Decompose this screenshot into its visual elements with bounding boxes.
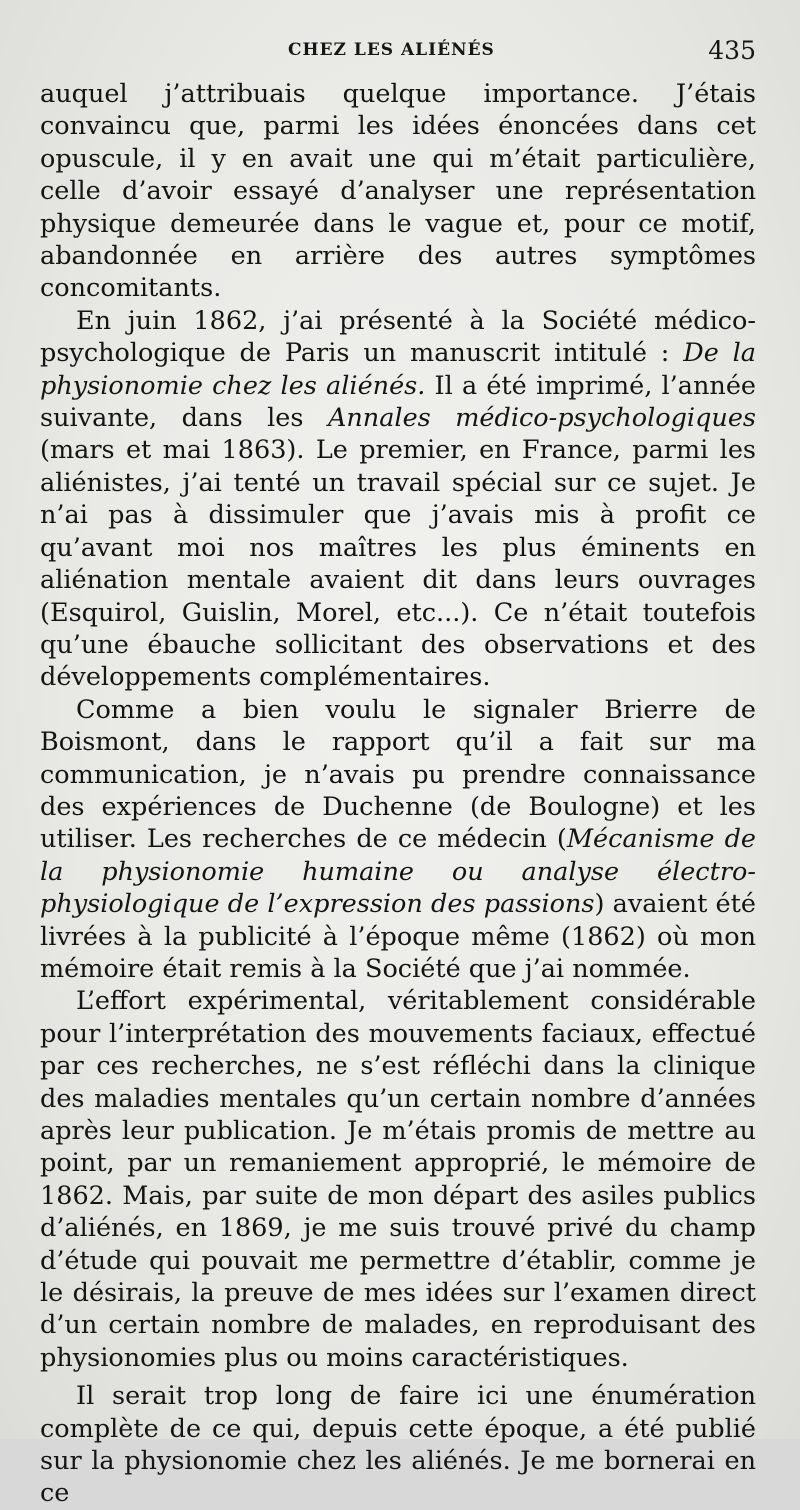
paragraph-text: En juin 1862, j’ai présenté à la Société médico-psychologique de Paris un manuscrit intitulé : bbox=[40, 305, 756, 369]
paragraph-text: ) avaient été livrées à la publicité à l’époque même (1862) où mon mémoire était remis à la Société que j’ai nommée. bbox=[40, 889, 756, 984]
page-header bbox=[40, 36, 756, 76]
paragraph-4 bbox=[40, 985, 756, 1374]
paragraph-1 bbox=[40, 78, 756, 305]
paragraph-text: Il serait trop long de faire ici une énumération complète de ce qui, depuis cette époque, a été publié sur la physionomie chez les aliénés. Je me bornerai en ce bbox=[40, 1381, 756, 1509]
journal-title: Annales médico-psychologiques bbox=[327, 403, 757, 434]
paragraph-2 bbox=[40, 305, 756, 694]
paragraph-text: (mars et mai 1863). Le premier, en France, parmi les aliénistes, j’ai tenté un travail spécial sur ce sujet. Je n’ai pas à dissimuler que j’avais mis à profit ce qu’avant moi nos maîtres les plus éminents en aliénation mentale avaient dit dans leurs ouvrages (Esquirol, Guislin, Morel, etc...). Ce n’était toutefois qu’une ébauche sollicitant des observations et des développements complémentaires. bbox=[40, 435, 756, 693]
paragraph-text: Il a été imprimé, l’année suivante, dans les bbox=[40, 370, 757, 434]
work-title: Mécanisme de la physionomie humaine ou analyse électro-physiologique de l’expression des passions bbox=[40, 824, 756, 920]
page-number: 435 bbox=[708, 36, 756, 65]
paragraph-5 bbox=[40, 1380, 756, 1510]
paragraph-text: L’effort expérimental, véritablement considérable pour l’interprétation des mouvements faciaux, effectué par ces recherches, ne s’est réfléchi dans la clinique des maladies mentales qu’un certain nombre d’années après leur publication. Je m’étais promis de mettre au point, par un remaniement approprié, le mémoire de 1862. Mais, par suite de mon départ des asiles publics d’aliénés, en 1869, je me suis trouvé privé du champ d’étude qui pouvait me permettre d’établir, comme je le désirais, la preuve de mes idées sur l’examen direct d’un certain nombre de malades, en reproduisant des physionomies plus ou moins caractéristiques. bbox=[40, 986, 756, 1373]
memoir-title: De la physionomie chez les aliénés. bbox=[40, 338, 756, 401]
paragraph-text: auquel j’attribuais quelque importance. J’étais convaincu que, parmi les idées énoncées dans cet opuscule, il y en avait une qui m’était particulière, celle d’avoir essayé d’analyser une représentation physique demeurée dans le vague et, pour ce motif, abandonnée en arrière des autres symptômes concomitants. bbox=[40, 79, 756, 304]
body-text bbox=[40, 78, 756, 1510]
running-title: CHEZ LES ALIÉNÉS bbox=[288, 40, 495, 60]
paragraph-3 bbox=[40, 694, 756, 986]
paragraph-text: Comme a bien voulu le signaler Brierre de Boismont, dans le rapport qu’il a fait sur ma communication, je n’avais pu prendre connaissance des expériences de Duchenne (de Boulogne) et les utiliser. Les recherches de ce médecin ( bbox=[40, 694, 756, 855]
